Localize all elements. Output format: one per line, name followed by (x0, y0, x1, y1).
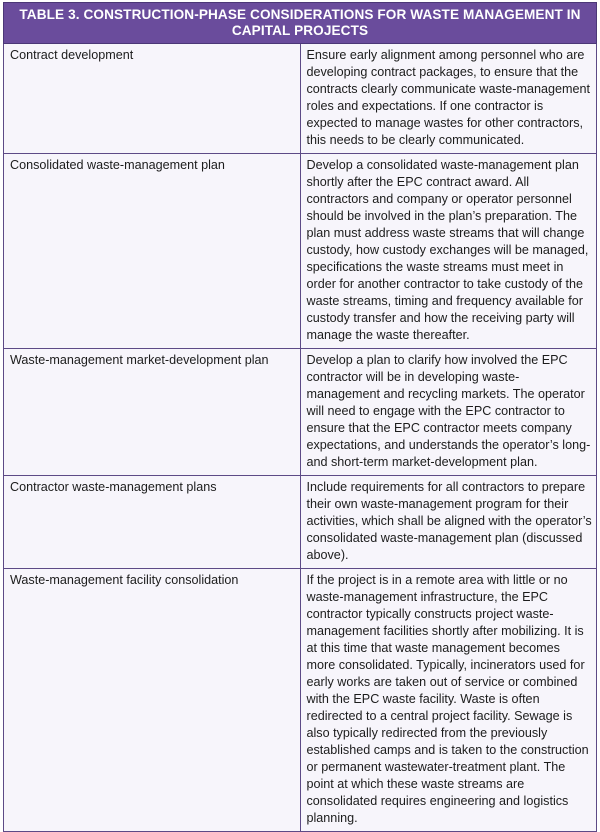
row-description-consolidated-plan: Develop a consolidated waste-management plan shortly after the EPC contract award. All contractors and company or operator personnel should be involved in the plan’s preparation. The plan must address waste streams that will change custody, how custody exchanges will be managed, specifications the waste streams must meet in order for another contractor to take custody of the waste streams, timing and frequency available for custody transfer and how the receiving party will manage the waste thereafter. (300, 154, 597, 349)
table-row (4, 476, 597, 569)
row-description-facility-consolidation: If the project is in a remote area with little or no waste-management infrastructure, the EPC contractor typically constructs project waste-management facilities shortly after mobilizing. It is at this time that waste management becomes more consolidated. Typically, incinerators used for early works are taken out of service or combined with the EPC waste facility. Waste is often redirected to a central project facility. Sewage is also typically redirected from the previously established camps and is taken to the construction or permanent wastewater-treatment plant. The point at which these waste streams are consolidated requires engineering and logistics planning. (300, 569, 597, 832)
row-label-facility-consolidation: Waste-management facility consolidation (4, 569, 301, 832)
table-title-line-1: TABLE 3. CONSTRUCTION-PHASE CONSIDERATIONS FOR WASTE MANAGEMENT IN (19, 7, 581, 22)
table-title-line-2: CAPITAL PROJECTS (231, 23, 369, 38)
row-label-contractor-plans: Contractor waste-management plans (4, 476, 301, 569)
table-row (4, 44, 597, 154)
row-label-consolidated-plan: Consolidated waste-management plan (4, 154, 301, 349)
considerations-table (3, 2, 597, 832)
row-label-contract-development: Contract development (4, 44, 301, 154)
table-header-row (4, 3, 597, 44)
row-description-market-development-plan: Develop a plan to clarify how involved the EPC contractor will be in developing waste-management and recycling markets. The operator will need to engage with the EPC contractor to ensure that the EPC contractor meets company expectations, and understands the operator’s long- and short-term market-development plan. (300, 349, 597, 476)
row-description-contract-development: Ensure early alignment among personnel who are developing contract packages, to ensure that the contracts clearly communicate waste-management roles and expectations. If one contractor is expected to manage wastes for other contractors, this needs to be clearly communicated. (300, 44, 597, 154)
table-row (4, 154, 597, 349)
row-label-market-development-plan: Waste-management market-development plan (4, 349, 301, 476)
table-row (4, 349, 597, 476)
table-title (4, 3, 597, 44)
row-description-contractor-plans: Include requirements for all contractors to prepare their own waste-management program for their activities, which shall be aligned with the operator’s consolidated waste-management plan (discussed above). (300, 476, 597, 569)
table-row (4, 569, 597, 832)
table-container (3, 2, 597, 832)
